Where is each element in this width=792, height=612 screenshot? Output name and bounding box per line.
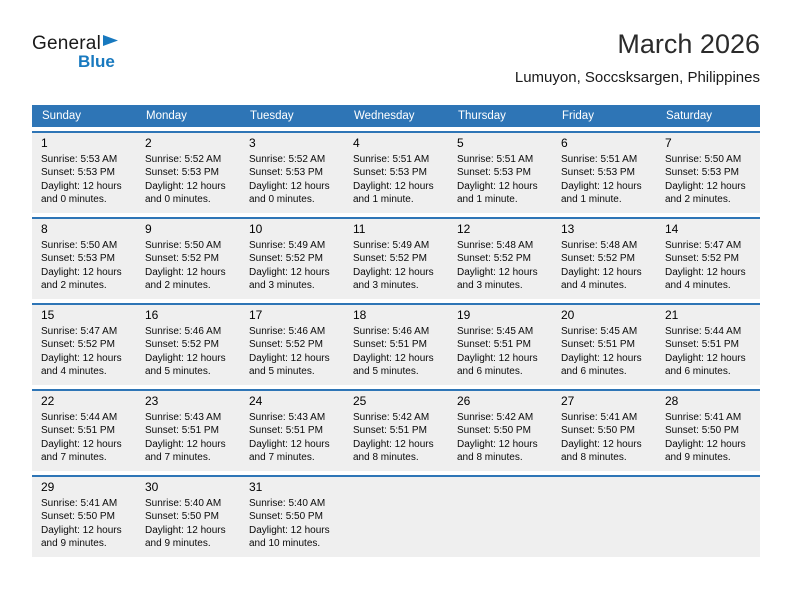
daylight-hours-text: Daylight: 12 hours (249, 180, 330, 192)
daylight-hours-text: Daylight: 12 hours (353, 180, 434, 192)
day-number: 23 (145, 394, 159, 408)
day-cell-5 (448, 133, 552, 213)
daylight-minutes-text: and 6 minutes. (665, 366, 731, 378)
sunrise-text: Sunrise: 5:52 AM (249, 154, 326, 165)
weekday-header-wednesday: Wednesday (354, 110, 415, 122)
sunrise-text: Sunrise: 5:46 AM (145, 326, 222, 337)
daylight-hours-text: Daylight: 12 hours (145, 524, 226, 536)
sunrise-text: Sunrise: 5:47 AM (41, 326, 118, 337)
daylight-minutes-text: and 8 minutes. (353, 452, 419, 464)
sunrise-text: Sunrise: 5:51 AM (457, 154, 534, 165)
daylight-hours-text: Daylight: 12 hours (561, 180, 642, 192)
daylight-hours-text: Daylight: 12 hours (145, 180, 226, 192)
weekday-header-friday: Friday (562, 110, 594, 122)
day-number: 14 (665, 222, 679, 236)
sunrise-text: Sunrise: 5:46 AM (249, 326, 326, 337)
sunset-text: Sunset: 5:53 PM (249, 167, 323, 179)
day-cell-28 (656, 391, 760, 471)
sunset-text: Sunset: 5:53 PM (353, 167, 427, 179)
day-number: 17 (249, 308, 263, 322)
day-number: 3 (249, 136, 256, 150)
daylight-hours-text: Daylight: 12 hours (353, 266, 434, 278)
daylight-minutes-text: and 7 minutes. (41, 452, 107, 464)
daylight-hours-text: Daylight: 12 hours (145, 266, 226, 278)
daylight-minutes-text: and 6 minutes. (561, 366, 627, 378)
day-cell-18 (344, 305, 448, 385)
day-number: 4 (353, 136, 360, 150)
sunset-text: Sunset: 5:52 PM (457, 253, 531, 265)
weekday-header-monday: Monday (146, 110, 187, 122)
day-cell-14 (656, 219, 760, 299)
sunrise-text: Sunrise: 5:50 AM (665, 154, 742, 165)
daylight-hours-text: Daylight: 12 hours (561, 438, 642, 450)
daylight-hours-text: Daylight: 12 hours (249, 438, 330, 450)
day-number: 31 (249, 480, 263, 494)
day-cell-13 (552, 219, 656, 299)
sunrise-text: Sunrise: 5:45 AM (561, 326, 638, 337)
day-number: 28 (665, 394, 679, 408)
day-number: 21 (665, 308, 679, 322)
daylight-minutes-text: and 1 minute. (561, 194, 622, 206)
day-cell-4 (344, 133, 448, 213)
general-blue-logo (32, 30, 118, 70)
day-cell-31 (240, 477, 344, 557)
daylight-minutes-text: and 4 minutes. (665, 280, 731, 292)
day-cell-empty (448, 477, 552, 557)
daylight-hours-text: Daylight: 12 hours (41, 266, 122, 278)
sunrise-text: Sunrise: 5:47 AM (665, 240, 742, 251)
sunset-text: Sunset: 5:52 PM (145, 339, 219, 351)
day-number: 1 (41, 136, 48, 150)
day-number: 19 (457, 308, 471, 322)
sunrise-text: Sunrise: 5:50 AM (145, 240, 222, 251)
day-cell-6 (552, 133, 656, 213)
day-number: 11 (353, 222, 366, 236)
day-number: 10 (249, 222, 263, 236)
daylight-hours-text: Daylight: 12 hours (457, 180, 538, 192)
day-number: 6 (561, 136, 568, 150)
day-cell-3 (240, 133, 344, 213)
daylight-minutes-text: and 10 minutes. (249, 538, 321, 550)
weekday-header-thursday: Thursday (458, 110, 506, 122)
day-number: 8 (41, 222, 48, 236)
sunrise-text: Sunrise: 5:43 AM (249, 412, 326, 423)
week-row-4 (32, 389, 760, 471)
weekday-header-row (32, 105, 760, 127)
logo-triangle-icon (103, 35, 118, 51)
sunrise-text: Sunrise: 5:46 AM (353, 326, 430, 337)
daylight-minutes-text: and 1 minute. (353, 194, 414, 206)
daylight-hours-text: Daylight: 12 hours (145, 352, 226, 364)
day-number: 7 (665, 136, 672, 150)
daylight-hours-text: Daylight: 12 hours (561, 266, 642, 278)
day-number: 18 (353, 308, 367, 322)
daylight-hours-text: Daylight: 12 hours (561, 352, 642, 364)
daylight-minutes-text: and 2 minutes. (145, 280, 211, 292)
day-cell-16 (136, 305, 240, 385)
sunset-text: Sunset: 5:52 PM (561, 253, 635, 265)
week-row-3 (32, 303, 760, 385)
daylight-minutes-text: and 6 minutes. (457, 366, 523, 378)
daylight-hours-text: Daylight: 12 hours (41, 438, 122, 450)
daylight-minutes-text: and 7 minutes. (249, 452, 315, 464)
location-subtitle: Lumuyon, Soccsksargen, Philippines (514, 68, 760, 86)
day-cell-19 (448, 305, 552, 385)
day-cell-24 (240, 391, 344, 471)
sunrise-text: Sunrise: 5:45 AM (457, 326, 534, 337)
sunrise-text: Sunrise: 5:52 AM (145, 154, 222, 165)
day-number: 27 (561, 394, 575, 408)
day-cell-empty (344, 477, 448, 557)
day-number: 22 (41, 394, 55, 408)
daylight-minutes-text: and 0 minutes. (249, 194, 315, 206)
day-number: 29 (41, 480, 55, 494)
day-cell-29 (32, 477, 136, 557)
sunrise-text: Sunrise: 5:49 AM (353, 240, 430, 251)
sunrise-text: Sunrise: 5:48 AM (457, 240, 534, 251)
daylight-hours-text: Daylight: 12 hours (41, 524, 122, 536)
calendar-grid (32, 105, 760, 557)
day-cell-30 (136, 477, 240, 557)
sunset-text: Sunset: 5:52 PM (249, 253, 323, 265)
daylight-minutes-text: and 4 minutes. (561, 280, 627, 292)
sunset-text: Sunset: 5:52 PM (145, 253, 219, 265)
sunrise-text: Sunrise: 5:48 AM (561, 240, 638, 251)
sunrise-text: Sunrise: 5:49 AM (249, 240, 326, 251)
sunset-text: Sunset: 5:50 PM (457, 425, 531, 437)
daylight-hours-text: Daylight: 12 hours (665, 352, 746, 364)
day-number: 9 (145, 222, 152, 236)
sunset-text: Sunset: 5:52 PM (665, 253, 739, 265)
month-title: March 2026 (617, 29, 760, 59)
week-row-2 (32, 217, 760, 299)
day-cell-22 (32, 391, 136, 471)
sunset-text: Sunset: 5:53 PM (457, 167, 531, 179)
day-cell-20 (552, 305, 656, 385)
daylight-minutes-text: and 7 minutes. (145, 452, 211, 464)
daylight-minutes-text: and 8 minutes. (457, 452, 523, 464)
week-row-1 (32, 131, 760, 213)
day-number: 12 (457, 222, 471, 236)
day-cell-1 (32, 133, 136, 213)
daylight-minutes-text: and 8 minutes. (561, 452, 627, 464)
daylight-hours-text: Daylight: 12 hours (145, 438, 226, 450)
day-cell-17 (240, 305, 344, 385)
sunset-text: Sunset: 5:53 PM (41, 167, 115, 179)
page-header (32, 30, 760, 96)
weeks-container (32, 131, 760, 557)
sunrise-text: Sunrise: 5:51 AM (353, 154, 430, 165)
sunset-text: Sunset: 5:50 PM (665, 425, 739, 437)
daylight-minutes-text: and 9 minutes. (41, 538, 107, 550)
day-cell-8 (32, 219, 136, 299)
title-block (515, 30, 760, 86)
sunrise-text: Sunrise: 5:42 AM (457, 412, 534, 423)
sunset-text: Sunset: 5:50 PM (41, 511, 115, 523)
day-cell-7 (656, 133, 760, 213)
sunrise-text: Sunrise: 5:40 AM (145, 498, 222, 509)
sunrise-text: Sunrise: 5:40 AM (249, 498, 326, 509)
daylight-minutes-text: and 3 minutes. (353, 280, 419, 292)
sunset-text: Sunset: 5:53 PM (41, 253, 115, 265)
day-cell-11 (344, 219, 448, 299)
daylight-hours-text: Daylight: 12 hours (457, 438, 538, 450)
daylight-minutes-text: and 2 minutes. (665, 194, 731, 206)
sunset-text: Sunset: 5:51 PM (665, 339, 739, 351)
sunset-text: Sunset: 5:53 PM (561, 167, 635, 179)
sunrise-text: Sunrise: 5:41 AM (41, 498, 118, 509)
day-number: 16 (145, 308, 159, 322)
daylight-minutes-text: and 9 minutes. (665, 452, 731, 464)
daylight-hours-text: Daylight: 12 hours (457, 352, 538, 364)
daylight-minutes-text: and 5 minutes. (249, 366, 315, 378)
daylight-hours-text: Daylight: 12 hours (457, 266, 538, 278)
sunrise-text: Sunrise: 5:53 AM (41, 154, 118, 165)
daylight-hours-text: Daylight: 12 hours (249, 352, 330, 364)
sunset-text: Sunset: 5:51 PM (457, 339, 531, 351)
day-cell-21 (656, 305, 760, 385)
day-cell-26 (448, 391, 552, 471)
day-cell-empty (656, 477, 760, 557)
sunset-text: Sunset: 5:51 PM (561, 339, 635, 351)
day-cell-empty (552, 477, 656, 557)
daylight-hours-text: Daylight: 12 hours (249, 266, 330, 278)
day-number: 5 (457, 136, 464, 150)
weekday-header-saturday: Saturday (666, 110, 713, 122)
sunset-text: Sunset: 5:51 PM (249, 425, 323, 437)
logo-text-general: General (32, 33, 101, 54)
daylight-minutes-text: and 0 minutes. (41, 194, 107, 206)
sunrise-text: Sunrise: 5:41 AM (665, 412, 742, 423)
day-cell-10 (240, 219, 344, 299)
daylight-hours-text: Daylight: 12 hours (249, 524, 330, 536)
daylight-hours-text: Daylight: 12 hours (665, 438, 746, 450)
daylight-hours-text: Daylight: 12 hours (41, 352, 122, 364)
day-number: 30 (145, 480, 159, 494)
daylight-minutes-text: and 1 minute. (457, 194, 518, 206)
daylight-minutes-text: and 4 minutes. (41, 366, 107, 378)
sunset-text: Sunset: 5:50 PM (145, 511, 219, 523)
sunrise-text: Sunrise: 5:44 AM (41, 412, 118, 423)
sunset-text: Sunset: 5:50 PM (249, 511, 323, 523)
sunset-text: Sunset: 5:51 PM (41, 425, 115, 437)
daylight-minutes-text: and 9 minutes. (145, 538, 211, 550)
day-cell-9 (136, 219, 240, 299)
sunset-text: Sunset: 5:53 PM (145, 167, 219, 179)
day-number: 15 (41, 308, 55, 322)
logo-text-blue: Blue (78, 52, 115, 71)
day-cell-27 (552, 391, 656, 471)
daylight-minutes-text: and 3 minutes. (457, 280, 523, 292)
day-number: 26 (457, 394, 471, 408)
sunset-text: Sunset: 5:51 PM (353, 339, 427, 351)
daylight-hours-text: Daylight: 12 hours (353, 352, 434, 364)
day-cell-12 (448, 219, 552, 299)
sunset-text: Sunset: 5:52 PM (41, 339, 115, 351)
sunrise-text: Sunrise: 5:41 AM (561, 412, 638, 423)
sunset-text: Sunset: 5:52 PM (249, 339, 323, 351)
day-cell-15 (32, 305, 136, 385)
daylight-minutes-text: and 2 minutes. (41, 280, 107, 292)
sunrise-text: Sunrise: 5:42 AM (353, 412, 430, 423)
sunrise-text: Sunrise: 5:44 AM (665, 326, 742, 337)
daylight-hours-text: Daylight: 12 hours (665, 180, 746, 192)
daylight-minutes-text: and 5 minutes. (353, 366, 419, 378)
daylight-hours-text: Daylight: 12 hours (353, 438, 434, 450)
day-number: 24 (249, 394, 263, 408)
day-cell-2 (136, 133, 240, 213)
sunset-text: Sunset: 5:51 PM (353, 425, 427, 437)
daylight-hours-text: Daylight: 12 hours (41, 180, 122, 192)
sunset-text: Sunset: 5:50 PM (561, 425, 635, 437)
sunset-text: Sunset: 5:53 PM (665, 167, 739, 179)
day-number: 13 (561, 222, 575, 236)
sunrise-text: Sunrise: 5:51 AM (561, 154, 638, 165)
day-number: 25 (353, 394, 367, 408)
daylight-minutes-text: and 3 minutes. (249, 280, 315, 292)
week-row-5 (32, 475, 760, 557)
day-cell-25 (344, 391, 448, 471)
sunset-text: Sunset: 5:51 PM (145, 425, 219, 437)
day-number: 2 (145, 136, 152, 150)
daylight-minutes-text: and 5 minutes. (145, 366, 211, 378)
sunset-text: Sunset: 5:52 PM (353, 253, 427, 265)
daylight-hours-text: Daylight: 12 hours (665, 266, 746, 278)
day-number: 20 (561, 308, 575, 322)
daylight-minutes-text: and 0 minutes. (145, 194, 211, 206)
sunrise-text: Sunrise: 5:43 AM (145, 412, 222, 423)
day-cell-23 (136, 391, 240, 471)
weekday-header-tuesday: Tuesday (250, 110, 294, 122)
sunrise-text: Sunrise: 5:50 AM (41, 240, 118, 251)
weekday-header-sunday: Sunday (42, 110, 82, 122)
